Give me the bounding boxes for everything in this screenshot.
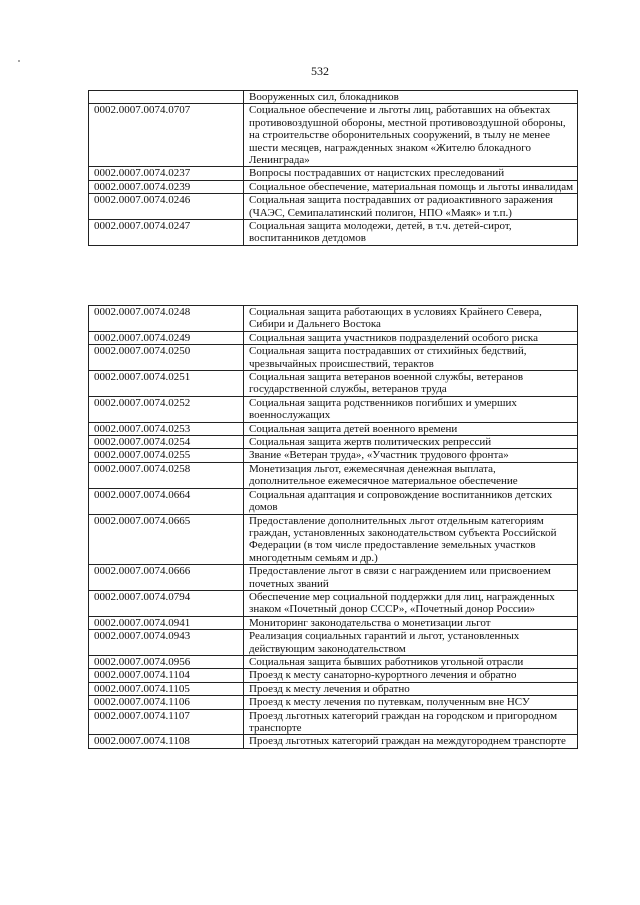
row-code: 0002.0007.0074.0246 (89, 194, 244, 220)
row-code: 0002.0007.0074.1106 (89, 696, 244, 709)
table-row (89, 371, 578, 397)
row-description: Проезд льготных категорий граждан на междугороднем транспорте (244, 735, 578, 748)
row-code: 0002.0007.0074.0247 (89, 220, 244, 246)
row-description: Обеспечение мер социальной поддержки для лиц, награжденных знаком «Почетный донор СССР», «Почетный донор России» (244, 590, 578, 616)
row-code: 0002.0007.0074.0239 (89, 180, 244, 193)
table-row (89, 669, 578, 682)
row-code: 0002.0007.0074.0258 (89, 462, 244, 488)
row-description: Социальная защита пострадавших от стихийных бедствий, чрезвычайных происшествий, терактов (244, 345, 578, 371)
table-row (89, 709, 578, 735)
row-code: 0002.0007.0074.0664 (89, 488, 244, 514)
row-code: 0002.0007.0074.1108 (89, 735, 244, 748)
table-row (89, 488, 578, 514)
row-code: 0002.0007.0074.1105 (89, 682, 244, 695)
table-row (89, 696, 578, 709)
row-code: 0002.0007.0074.0251 (89, 371, 244, 397)
row-description: Социальное обеспечение, материальная помощь и льготы инвалидам (244, 180, 578, 193)
table-row (89, 630, 578, 656)
table-row (89, 449, 578, 462)
table-row (89, 565, 578, 591)
table-row (89, 735, 578, 748)
row-code: 0002.0007.0074.0254 (89, 436, 244, 449)
row-description: Предоставление льгот в связи с награждением или присвоением почетных званий (244, 565, 578, 591)
table-row (89, 91, 578, 104)
row-description: Проезд к месту лечения и обратно (244, 682, 578, 695)
table-row (89, 306, 578, 332)
classifier-table-bottom (88, 305, 578, 749)
table-body (89, 91, 578, 246)
row-description: Социальная защита ветеранов военной службы, ветеранов государственной службы, ветеранов труда (244, 371, 578, 397)
row-code: 0002.0007.0074.0707 (89, 104, 244, 167)
row-description: Мониторинг законодательства о монетизации льгот (244, 616, 578, 629)
row-description: Проезд к месту лечения по путевкам, полученным вне НСУ (244, 696, 578, 709)
row-code: 0002.0007.0074.0956 (89, 655, 244, 668)
table-row (89, 514, 578, 565)
row-code: 0002.0007.0074.0794 (89, 590, 244, 616)
row-description: Социальная защита молодежи, детей, в т.ч. детей-сирот, воспитанников детдомов (244, 220, 578, 246)
row-description: Социальная адаптация и сопровождение воспитанников детских домов (244, 488, 578, 514)
row-description: Социальная защита бывших работников угольной отрасли (244, 655, 578, 668)
row-description: Социальная защита детей военного времени (244, 422, 578, 435)
row-description: Социальная защита родственников погибших и умерших военнослужащих (244, 396, 578, 422)
row-description: Предоставление дополнительных льгот отдельным категориям граждан, установленных законодательством субъекта Российской Федерации (в том числе предоставление земельных участков многодетным семьям и др.) (244, 514, 578, 565)
row-code: 0002.0007.0074.0941 (89, 616, 244, 629)
row-description: Монетизация льгот, ежемесячная денежная выплата, дополнительное ежемесячное материальное обеспечение (244, 462, 578, 488)
table-row (89, 682, 578, 695)
table-row (89, 396, 578, 422)
row-description: Социальное обеспечение и льготы лиц, работавших на объектах противовоздушной обороны, местной противовоздушной обороны, на строительстве оборонительных сооружений, в тылу не менее шести месяцев, награжденных знаком «Жителю блокадного Ленинграда» (244, 104, 578, 167)
table-row (89, 590, 578, 616)
row-code: 0002.0007.0074.0249 (89, 331, 244, 344)
table-row (89, 422, 578, 435)
row-code: 0002.0007.0074.0237 (89, 167, 244, 180)
table-row (89, 616, 578, 629)
row-code: 0002.0007.0074.0248 (89, 306, 244, 332)
row-description: Звание «Ветеран труда», «Участник трудового фронта» (244, 449, 578, 462)
row-code: 0002.0007.0074.0252 (89, 396, 244, 422)
row-code: 0002.0007.0074.0250 (89, 345, 244, 371)
row-code: 0002.0007.0074.0665 (89, 514, 244, 565)
scan-speck (18, 60, 20, 62)
row-code: 0002.0007.0074.1104 (89, 669, 244, 682)
table-row (89, 655, 578, 668)
classifier-table-top (88, 90, 578, 246)
table-row (89, 180, 578, 193)
row-description: Вопросы пострадавших от нацистских преследований (244, 167, 578, 180)
row-description: Социальная защита участников подразделений особого риска (244, 331, 578, 344)
table-row (89, 220, 578, 246)
table-row (89, 436, 578, 449)
row-code: 0002.0007.0074.0943 (89, 630, 244, 656)
table-body (89, 306, 578, 749)
page-number: 532 (311, 64, 329, 78)
row-code: 0002.0007.0074.0255 (89, 449, 244, 462)
row-description: Реализация социальных гарантий и льгот, установленных действующим законодательством (244, 630, 578, 656)
row-description: Социальная защита работающих в условиях Крайнего Севера, Сибири и Дальнего Востока (244, 306, 578, 332)
table-row (89, 194, 578, 220)
row-description: Социальная защита пострадавших от радиоактивного заражения (ЧАЭС, Семипалатинский полигон, НПО «Маяк» и т.п.) (244, 194, 578, 220)
row-description: Вооруженных сил, блокадников (244, 91, 578, 104)
row-code: 0002.0007.0074.0666 (89, 565, 244, 591)
row-description: Социальная защита жертв политических репрессий (244, 436, 578, 449)
table-row (89, 167, 578, 180)
row-code: 0002.0007.0074.0253 (89, 422, 244, 435)
table-row (89, 331, 578, 344)
row-description: Проезд льготных категорий граждан на городском и пригородном транспорте (244, 709, 578, 735)
row-code (89, 91, 244, 104)
row-description: Проезд к месту санаторно-курортного лечения и обратно (244, 669, 578, 682)
table-row (89, 104, 578, 167)
table-row (89, 462, 578, 488)
row-code: 0002.0007.0074.1107 (89, 709, 244, 735)
table-row (89, 345, 578, 371)
